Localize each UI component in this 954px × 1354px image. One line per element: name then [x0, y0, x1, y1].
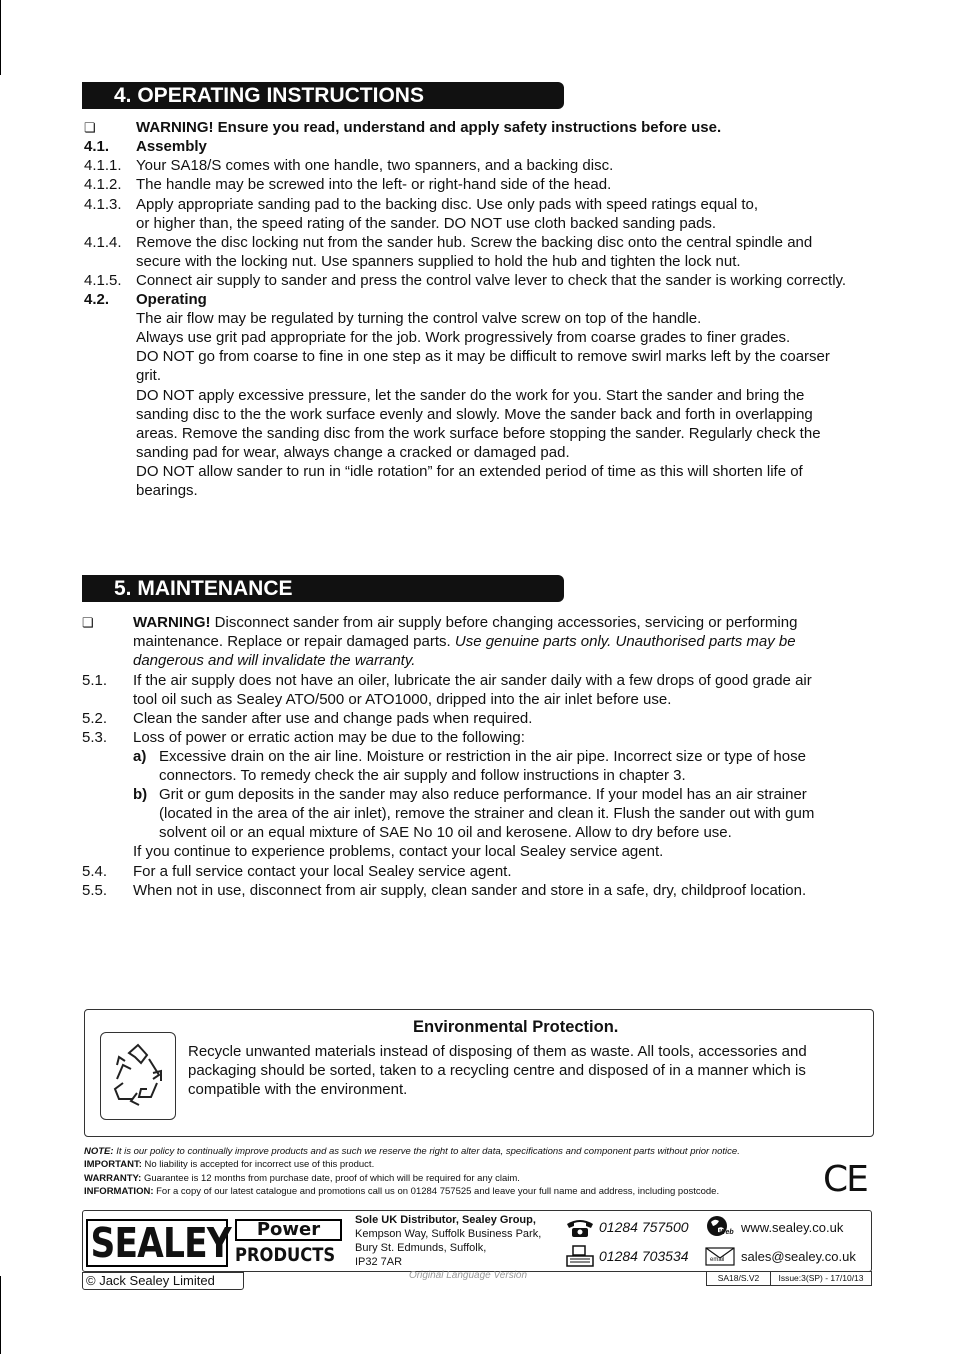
phone-icon [565, 1216, 595, 1243]
sub-item-text: connectors. To remedy check the air supply and follow instructions in chapter 3. [159, 767, 686, 784]
fax-icon [565, 1244, 595, 1273]
item-text: Apply appropriate sanding pad to the backing disc. Use only pads with speed ratings equal to, [136, 196, 759, 213]
warranty-text: Guarantee is 12 months from purchase date, proof of which will be required for any claim. [141, 1173, 520, 1184]
crop-mark-bottom [0, 1276, 1, 1354]
environmental-title: Environmental Protection. [413, 1018, 619, 1036]
model-issue-box [706, 1271, 872, 1286]
recycle-icon [100, 1032, 176, 1120]
sub-item-text: Grit or gum deposits in the sander may also reduce performance. If your model has an air strainer [159, 786, 807, 803]
section-4-heading: 4. OPERATING INSTRUCTIONS [82, 82, 564, 109]
item-text: or higher than, the speed rating of the sander. DO NOT use cloth backed sanding pads. [136, 215, 717, 232]
environmental-protection-box [84, 1009, 874, 1137]
sub-item-label: b) [133, 786, 148, 803]
important-label: IMPORTANT: [84, 1159, 142, 1170]
environmental-text: Recycle unwanted materials instead of disposing of them as waste. All tools, accessories and [188, 1043, 807, 1060]
maintenance-warning-line [133, 613, 797, 632]
sealey-logo-text: SEALEY [90, 1219, 231, 1267]
issue-date: Issue:3(SP) - 17/10/13 [778, 1273, 864, 1283]
item-text: The handle may be screwed into the left- or right-hand side of the head. [136, 176, 612, 193]
ce-mark-icon: CE [823, 1159, 867, 1200]
important-line [84, 1158, 374, 1172]
item-text: Clean the sander after use and change pads when required. [133, 710, 533, 727]
item-text: When not in use, disconnect from air supply, clean sander and store in a safe, dry, childproof location. [133, 882, 807, 899]
item-text: Remove the disc locking nut from the sander hub. Screw the backing disc onto the central spindle and [136, 234, 813, 251]
warranty-label: WARRANTY: [84, 1173, 142, 1184]
email-icon-label: email [710, 1257, 725, 1263]
item-number: 4.1.5. [84, 272, 122, 289]
item-text: If you continue to experience problems, contact your local Sealey service agent. [133, 843, 664, 860]
note-text: It is our policy to continually improve products and as such we reserve the right to alter data, specifications and component parts without prior notice. [113, 1146, 740, 1157]
item-text: For a full service contact your local Sealey service agent. [133, 863, 512, 880]
checkbox-icon: ❏ [84, 120, 96, 135]
address-line: Kempson Way, Suffolk Business Park, [355, 1228, 542, 1240]
item-text: Connect air supply to sander and press the control valve lever to check that the sander is working correctly. [136, 272, 847, 289]
section-5-heading: 5. MAINTENANCE [82, 575, 564, 602]
item-number: 5.1. [82, 672, 108, 689]
environmental-text: packaging should be sorted, taken to a recycling centre and disposed of in a manner which is [188, 1062, 806, 1079]
sub-item-text: solvent oil or an equal mixture of SAE No 10 oil and kerosene. Allow to dry before use. [159, 824, 732, 841]
item-number: 4.1.2. [84, 176, 122, 193]
item-text: If the air supply does not have an oiler, lubricate the air sander daily with a few drops of good grade air [133, 672, 812, 689]
email-icon [705, 1247, 735, 1266]
item-text: Loss of power or erratic action may be due to the following: [133, 729, 525, 746]
operating-line: Always use grit pad appropriate for the job. Work progressively from coarse grades to finer grades. [136, 329, 791, 346]
sub-item-label: a) [133, 748, 147, 765]
item-number: 5.3. [82, 729, 108, 746]
environmental-text: compatible with the environment. [188, 1081, 408, 1098]
item-number: 4.1.3. [84, 196, 122, 213]
maintenance-warning-line [133, 632, 796, 651]
section-4-warning: WARNING! Ensure you read, understand and apply safety instructions before use. [136, 119, 722, 136]
phone-number: 01284 757500 [599, 1219, 689, 1235]
email-link[interactable]: sales@sealey.co.uk [741, 1249, 856, 1264]
website-link[interactable]: www.sealey.co.uk [741, 1220, 844, 1235]
sub-item-text: (located in the area of the air inlet), remove the strainer and clean it. Flush the sander out with gum [159, 805, 815, 822]
item-text: Your SA18/S comes with one handle, two spanners, and a backing disc. [136, 157, 614, 174]
crop-mark-top [0, 0, 1, 75]
information-text: For a copy of our latest catalogue and promotions call us on 01284 757525 and leave your full name and address, including postcode. [153, 1186, 720, 1197]
footer-box [82, 1210, 872, 1272]
operating-heading: Operating [136, 291, 207, 308]
note-label: NOTE: [84, 1146, 114, 1157]
operating-line: DO NOT allow sander to run in “idle rotation” for an extended period of time as this will shorten life of [136, 463, 803, 480]
power-logo [235, 1219, 342, 1241]
maintenance-warning-line: dangerous and will invalidate the warranty. [133, 652, 416, 669]
item-number: 4.1.4. [84, 234, 122, 251]
information-label: INFORMATION: [84, 1186, 154, 1197]
power-logo-text: Power [256, 1219, 321, 1240]
note-line [84, 1145, 740, 1159]
sealey-logo [86, 1219, 231, 1267]
operating-line: DO NOT go from coarse to fine in one step as it may be difficult to remove swirl marks left by the coarser [136, 348, 830, 365]
item-number: 5.5. [82, 882, 108, 899]
important-text: No liability is accepted for incorrect use of this product. [141, 1159, 375, 1170]
address-line: IP32 7AR [355, 1256, 403, 1268]
operating-line: grit. [136, 367, 162, 384]
address-line: Bury St. Edmunds, Suffolk, [355, 1242, 487, 1254]
language-version: Original Language Version [409, 1270, 528, 1281]
item-number: 4.1.1. [84, 157, 122, 174]
assembly-heading: Assembly [136, 138, 207, 155]
checkbox-icon: ❏ [82, 615, 94, 630]
warning-label: WARNING! [133, 614, 211, 631]
warning-text-italic: Use genuine parts only. Unauthorised parts may be [454, 633, 796, 650]
operating-number: 4.2. [84, 291, 110, 308]
warranty-line [84, 1172, 520, 1186]
operating-line: sanding disc to the the work surface evenly and slowly. Move the sander back and forth in overlapping [136, 406, 813, 423]
warning-text: Disconnect sander from air supply before changing accessories, servicing or performing [210, 614, 798, 631]
item-text: tool oil such as Sealey ATO/500 or ATO1000, dripped into the air inlet before use. [133, 691, 672, 708]
item-number: 5.2. [82, 710, 108, 727]
operating-line: The air flow may be regulated by turning the control valve screw on top of the handle. [136, 310, 702, 327]
assembly-number: 4.1. [84, 138, 110, 155]
copyright-box [82, 1272, 244, 1290]
copyright-text: © Jack Sealey Limited [86, 1273, 215, 1288]
fax-number: 01284 703534 [599, 1248, 689, 1264]
information-line [84, 1185, 719, 1199]
web-icon [705, 1214, 737, 1240]
web-icon-label: Web [719, 1229, 734, 1236]
model-number: SA18/S.V2 [707, 1272, 771, 1285]
products-logo: PRODUCTS [235, 1244, 336, 1266]
sub-item-text: Excessive drain on the air line. Moisture or restriction in the air pipe. Incorrect size or type of hose [159, 748, 806, 765]
warning-text: maintenance. Replace or repair damaged parts. [133, 633, 455, 650]
operating-line: areas. Remove the sanding disc from the work surface before stopping the sander. Regularly check the [136, 425, 821, 442]
item-text: secure with the locking nut. Use spanners supplied to hold the hub and tighten the lock nut. [136, 253, 741, 270]
operating-line: bearings. [136, 482, 198, 499]
operating-line: sanding pad for wear, always change a cracked or damaged pad. [136, 444, 570, 461]
item-number: 5.4. [82, 863, 108, 880]
operating-line: DO NOT apply excessive pressure, let the sander do the work for you. Start the sander and bring the [136, 387, 805, 404]
distributor-title: Sole UK Distributor, Sealey Group, [355, 1214, 536, 1226]
